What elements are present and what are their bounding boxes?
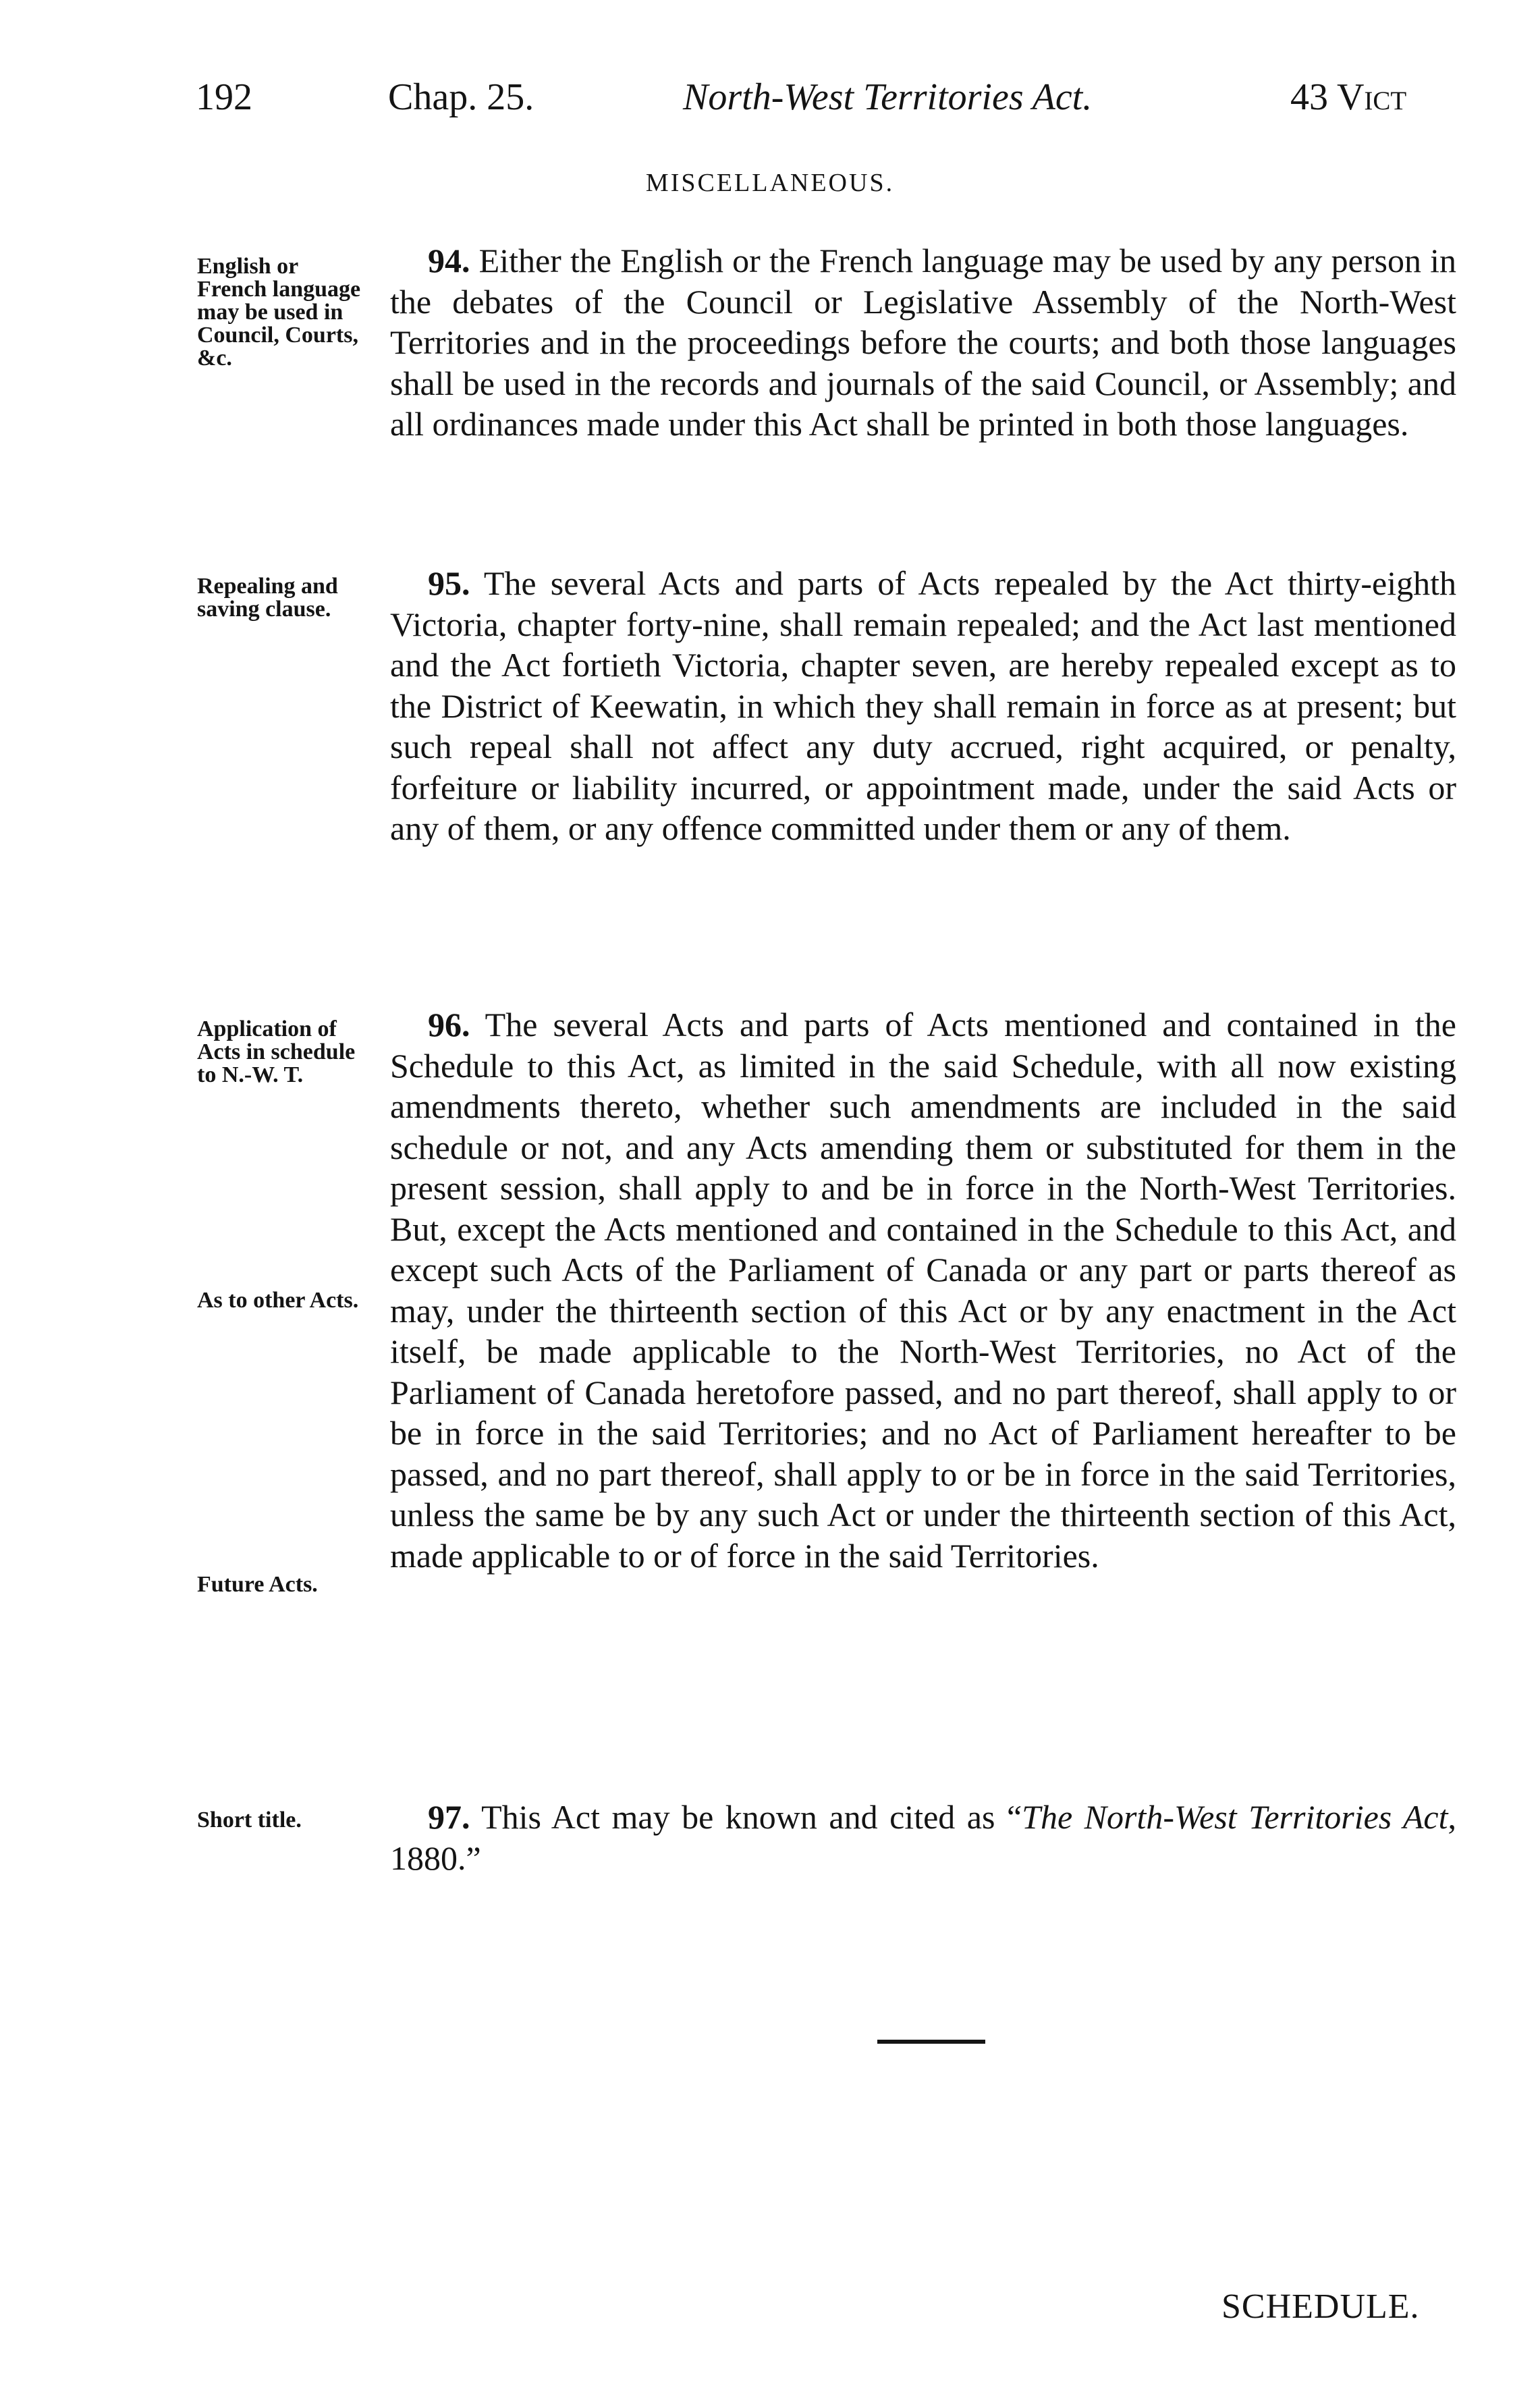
side-note-95: Repealing and saving clause. [197,574,338,622]
section-97-text-after: , 1880.” [390,1798,1456,1877]
side-note-97: Short title. [197,1807,302,1832]
section-number-95: 95. [428,564,470,602]
section-97 [390,1797,1456,1878]
section-96 [390,1004,1456,1576]
chapter-label: Chap. 25. [388,76,534,118]
section-95-text: The several Acts and parts of Acts repealed by the Act thirty-eighth Victoria, chapter forty-nine, shall remain repealed; and the Act last mentioned and the Act fortieth Victoria, chapter seven, are hereby repealed except as to the District of Keewatin, in which they shall remain in force as at present; but such repeal shall not affect any duty accrued, right acquired, or penalty, forfeiture or liability incurred, or appointment made, under the said Acts or any of them, or any offence committed under them or any of them. [390,564,1456,847]
regnal-year: 43 Vict [1290,76,1407,118]
section-number-96: 96. [428,1006,470,1043]
side-note-96: Application of Acts in schedule to N.-W. T. [197,1016,356,1087]
section-number-94: 94. [428,242,470,279]
side-note-94: English or French language may be used in Council, Courts, &c. [197,254,361,371]
section-94 [390,240,1456,445]
catchword: SCHEDULE. [1221,2287,1420,2326]
short-title: The North-West Territories Act [1022,1798,1448,1836]
running-title: North-West Territories Act. [683,76,1093,118]
section-number-97: 97. [428,1798,470,1836]
section-95 [390,563,1456,849]
page-number: 192 [196,76,252,118]
closing-rule [877,2040,985,2044]
section-96-text: The several Acts and parts of Acts mentioned and contained in the Schedule to this Act, as limited in the said Schedule, with all now existing amendments thereto, whether such amendments are included in the said schedule or not, and any Acts amending them or substituted for them in the present session, shall apply to and be in force in the North-West Territories. But, except the Acts mentioned and contained in the Schedule to this Act, and except such Acts of the Parliament of Canada or any part or parts thereof as may, under the thirteenth section of this Act or by any enactment in the Act itself, be made applicable to the North-West Territories, no Act of the Parliament of Canada heretofore passed, and no part thereof, shall apply to or be in force in the said Territories; and no Act of Parliament hereafter to be passed, and no part thereof, shall apply to or be in force in the said Territories, unless the same be by any such Act or under the thirteenth section of this Act, made applicable to or of force in the said Territories. [390,1006,1456,1575]
section-heading: MISCELLANEOUS. [645,169,895,197]
section-94-text: Either the English or the French language may be used by any person in the debates of the Council or Legislative Assembly of the North-West Territories and in the proceedings before the courts; and both those languages shall be used in the records and journals of the said Council, or Assembly; and all ordinances made under this Act shall be printed in both those languages. [390,242,1456,443]
side-note-future-acts: Future Acts. [197,1572,318,1597]
section-97-text-before: This Act may be known and cited as “ [481,1798,1022,1836]
side-note-other-acts: As to other Acts. [197,1288,359,1313]
